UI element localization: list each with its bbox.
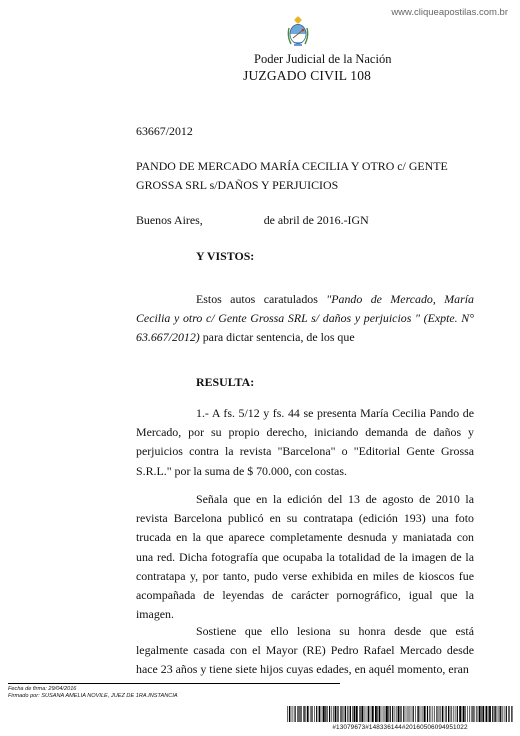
date-line [136, 211, 474, 230]
paragraph [136, 404, 474, 481]
signature-date: Fecha de firma: 29/04/2016 [8, 686, 77, 692]
paragraph [136, 490, 474, 624]
date-place: Buenos Aires, [136, 213, 203, 227]
coat-of-arms-icon [287, 16, 309, 48]
vistos-case-title: "Pando de Mercado, María Cecilia y otro c/ Gente Grossa SRL s/ daños y perjuicios " (Expte. N° 63.667/2012) [136, 292, 474, 345]
resulta-heading: RESULTA: [196, 375, 255, 389]
barcode-icon [287, 706, 513, 722]
vistos-paragraph [136, 290, 474, 348]
signed-by: Firmado por: SUSANA AMELIA NOVILE, JUEZ DE 1RA.INSTANCIA [8, 693, 178, 699]
case-number: 63667/2012 [136, 124, 193, 138]
barcode-number: #13079673#148336144#20160506094951022 [332, 724, 468, 731]
watermark-url: www.cliqueapostilas.com.br [391, 7, 508, 18]
date-rest: de abril de 2016.-IGN [263, 213, 369, 227]
vistos-intro: Estos autos caratulados [196, 292, 318, 306]
case-title: PANDO DE MERCADO MARÍA CECILIA Y OTRO c/ GENTE GROSSA SRL s/DAÑOS Y PERJUICIOS [136, 159, 448, 193]
paragraph-text: Señala que en la edición del 13 de agosto de 2010 la revista Barcelona publicó en su contratapa (edición 193) una foto trucada en la que aparece completamente desnuda y maniatada con una red. Dicha fotografía que ocupaba la totalidad de la imagen de la contratapa y, por tanto, pudo verse exhibida en miles de kioscos fue acompañada de leyendas de carácter pornográfico, igual que la imagen. [136, 492, 474, 622]
court-name: Poder Judicial de la Nación [254, 52, 392, 66]
vistos-closing: para dictar sentencia, de los que [202, 330, 355, 345]
footer-divider [8, 683, 340, 684]
court-number: JUZGADO CIVIL 108 [243, 68, 372, 83]
paragraph-text: 1.- A fs. 5/12 y fs. 44 se presenta María Cecilia Pando de Mercado, por su propio derecho, iniciando demanda de daños y perjuicios contra la revista "Barcelona" o "Editorial Gente Grossa S.R.L." por la suma de $ 70.000, con costas. [136, 406, 474, 478]
paragraph-text: Sostiene que ello lesiona su honra desde que está legalmente casada con el Mayor (RE) Pedro Rafael Mercado desde hace 23 años y tiene siete hijos cuyas edades, en aquél momento, eran [136, 624, 474, 677]
paragraph [136, 622, 474, 680]
vistos-heading: Y VISTOS: [196, 249, 255, 263]
